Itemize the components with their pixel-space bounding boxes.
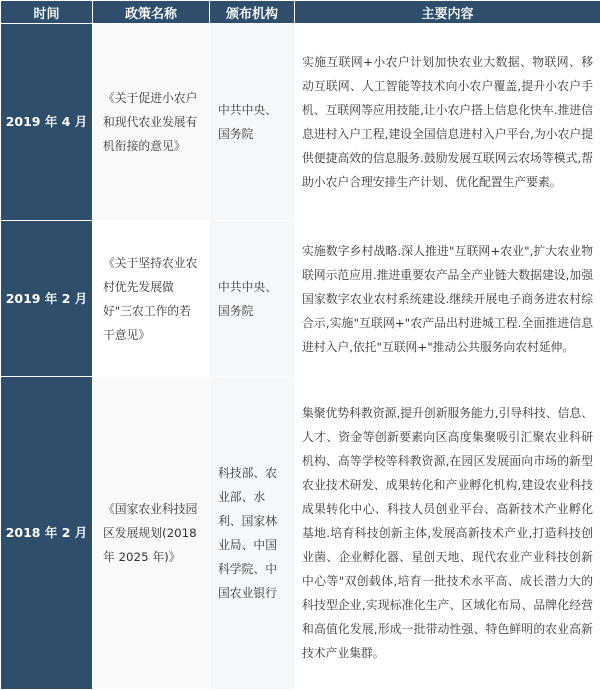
header-row (1, 1, 600, 24)
row-issuer: 科技部、农业部、水利、国家林业局、中国科学院、中国农业银行 (210, 377, 295, 690)
row-time: 2019 年 2 月 (1, 221, 93, 377)
table-row (1, 377, 600, 690)
table-row (1, 221, 600, 377)
row-content: 实施互联网+小农户计划加快农业大数据、物联网、移动互联网、人工智能等技术向小农户覆盖,提升小农户手机、互联网等应用技能,让小农户搭上信息化快车.推进信息进村入户工程,建设全国信息进村入户平台,为小农户提供便捷高效的信息服务.鼓励发展互联网云农场等模式,帮助小农户合理安排生产计划、优化配置生产要素。 (295, 24, 600, 221)
row-content: 实施数字乡村战略.深人推进"互联网+农业",扩大农业物联网示范应用.推进重要农产品全产业链大数据建设,加强国家数字农业农村系统建设.继续开展电子商务进农村综合示,实施"互联网+"农产品出村进城工程.全面推进信息进村入户,依托"互联网+"推动公共服务向农村延伸。 (295, 221, 600, 377)
row-policy-name: 《关于坚持农业农村优先发展做好"三农工作的若干意见》 (93, 221, 210, 377)
row-issuer: 中共中央、国务院 (210, 24, 295, 221)
row-content: 集聚优势科教资源,提升创新服务能力,引导科技、信息、人才、资金等创新要素向区高度集聚吸引汇聚农业科研机构、高等学校等科教资源,在园区发展面向市场的新型农业技术研发、成果转化和产业孵化机构,建设农业科技成果转化中心、科技人员创业平台、高新技术产业孵化基地.培育科技创新主体,发展高新技术产业,打造科技创业菌、企业孵化器、星创天地、现代农业产业科技创新中心等"双创载体,培育一批技术水平高、成长潜力大的科技型企业,实现标准化生产、区域化布局、品牌化经营和高值化发展,形成一批带动性强、特色鲜明的农业高新技术产业集群。 (295, 377, 600, 690)
row-issuer: 中共中央、国务院 (210, 221, 295, 377)
row-policy-name: 《关于促进小农户和现代农业发展有机衔接的意见》 (93, 24, 210, 221)
header-issuer: 颁布机构 (210, 1, 295, 24)
header-time: 时间 (1, 1, 93, 24)
row-policy-name: 《国家农业科技园区发展规划(2018 年 2025 年)》 (93, 377, 210, 690)
header-content: 主要内容 (295, 1, 600, 24)
row-time: 2018 年 2 月 (1, 377, 93, 690)
table-row (1, 24, 600, 221)
header-policy-name: 政策名称 (93, 1, 210, 24)
row-time: 2019 年 4 月 (1, 24, 93, 221)
